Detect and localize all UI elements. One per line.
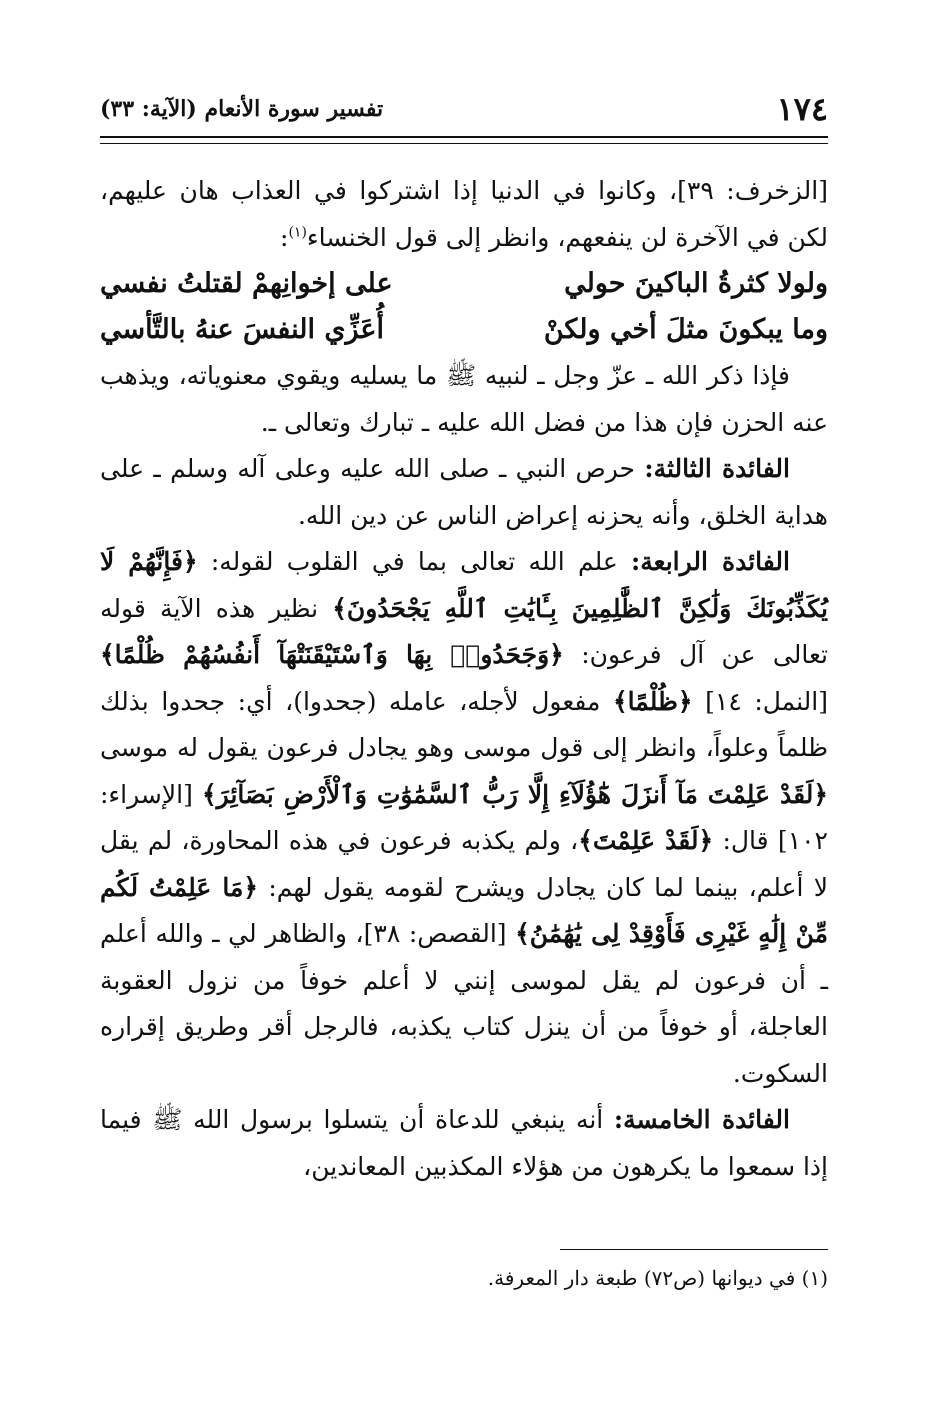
benefit-5-label: الفائدة الخامسة: (613, 1105, 790, 1134)
paragraph-2: فإذا ذكر الله ـ عزّ وجل ـ لنبيه ﷺ ما يسليه ويقوي معنوياته، ويذهب عنه الحزن فإن هذا من فضل الله عليه ـ تبارك وتعالى ـ. (100, 361, 828, 437)
running-title: تفسير سورة الأنعام (الآية: ٣٣) (100, 96, 384, 122)
quran-quote: ﴿ظُلْمًا﴾ (613, 686, 693, 716)
header-rule (100, 136, 828, 138)
quran-quote: ﴿وَجَحَدُوا۟ بِهَا وَٱسْتَيْقَنَتْهَآ أَنفُسُهُمْ ظُلْمًا﴾ (100, 640, 564, 669)
page-body (100, 168, 828, 1190)
page-header (100, 88, 828, 130)
quran-quote: ﴿لَقَدْ عَلِمْتَ﴾ (578, 826, 714, 855)
verse-2-second-hemistich: أُعَزِّي النفسَ عنهُ بالتَّأسي (100, 314, 385, 345)
header-rule-thin (100, 143, 828, 144)
quran-quote: ﴿لَقَدْ عَلِمْتَ مَآ أَنزَلَ هَٰٓؤُلَآءِ إِلَّا رَبُّ ٱلسَّمَٰوَٰتِ وَٱلْأَرْضِ بَصَآئِرَ﴾ (202, 779, 828, 809)
poem-verse-1 (100, 261, 828, 307)
footnote-separator (560, 1249, 828, 1250)
page-number: ١٧٤ (776, 90, 828, 128)
benefit-4: الفائدة الرابعة: علم الله تعالى بما في القلوب لقوله: ﴿فَإِنَّهُمْ لَا يُكَذِّبُونَكَ وَلَٰكِنَّ ٱلظَّٰلِمِينَ بِـَٔايَٰتِ ٱللَّهِ يَجْحَدُونَ﴾ نظير هذه الآية قوله تعالى عن آل فرعون: ﴿وَجَحَدُوا۟ بِهَا وَٱسْتَيْقَنَتْهَآ أَنفُسُهُمْ ظُلْمًا﴾ [النمل: ١٤] ﴿ظُلْمًا﴾ مفعول لأجله، عامله (جحدوا)، أي: جحدوا بذلك ظلماً وعلواً، وانظر إلى قول موسى وهو يجادل فرعون يقول له موسى ﴿لَقَدْ عَلِمْتَ مَآ أَنزَلَ هَٰٓؤُلَآءِ إِلَّا رَبُّ ٱلسَّمَٰوَٰتِ وَٱلْأَرْضِ بَصَآئِرَ﴾ [الإسراء: ١٠٢] قال: ﴿لَقَدْ عَلِمْتَ﴾، ولم يكذبه فرعون في هذه المحاورة، لم يقل لا أعلم، بينما لما كان يجادل ويشرح لقومه يقول لهم: ﴿مَا عَلِمْتُ لَكُم مِّنْ إِلَٰهٍ غَيْرِى فَأَوْقِدْ لِى يَٰهَٰمَٰنُ﴾ [القصص: ٣٨]، والظاهر لي ـ والله أعلم ـ أن فرعون لم يقل لموسى إنني لا أعلم خوفاً من نزول العقوبة العاجلة، أو خوفاً من أن ينزل كتاب يكذبه، فالرجل أقر وطريق إقراره السكوت. (100, 547, 829, 1088)
verse-2-first-hemistich: وما يبكونَ مثلَ أخي ولكنْ (543, 314, 828, 345)
benefit-5: الفائدة الخامسة: أنه ينبغي للدعاة أن يتسلوا برسول الله ﷺ فيما إذا سمعوا ما يكرهون من هؤلاء المكذبين المعاندين، (100, 1105, 828, 1181)
quran-quote: ﴿مَا عَلِمْتُ لَكُم مِّنْ إِلَٰهٍ غَيْرِى فَأَوْقِدْ لِى يَٰهَٰمَٰنُ﴾ (100, 872, 829, 948)
benefit-3: الفائدة الثالثة: حرص النبي ـ صلى الله عليه وعلى آله وسلم ـ على هداية الخلق، وأنه يحزنه إعراض الناس عن دين الله. (100, 454, 828, 530)
footnote: (١) في ديوانها (ص٧٢) طبعة دار المعرفة. (487, 1266, 828, 1290)
paragraph-1: [الزخرف: ٣٩]، وكانوا في الدنيا إذا اشتركوا في العذاب هان عليهم، لكن في الآخرة لن ينفعهم، وانظر إلى قول الخنساء$^{(١)}$: (100, 176, 828, 252)
quran-quote: ﴿فَإِنَّهُمْ لَا يُكَذِّبُونَكَ وَلَٰكِنَّ ٱلظَّٰلِمِينَ بِـَٔايَٰتِ ٱللَّهِ يَجْحَدُونَ﴾ (100, 547, 829, 623)
poem-verse-2 (100, 307, 828, 353)
footnote-ref[interactable]: (١) (288, 224, 307, 241)
verse-1-first-hemistich: ولولا كثرةُ الباكينَ حولي (564, 268, 828, 299)
verse-1-second-hemistich: على إخوانِهمْ لقتلتُ نفسي (100, 268, 393, 299)
benefit-4-label: الفائدة الرابعة: (631, 547, 790, 576)
benefit-3-label: الفائدة الثالثة: (644, 454, 790, 483)
